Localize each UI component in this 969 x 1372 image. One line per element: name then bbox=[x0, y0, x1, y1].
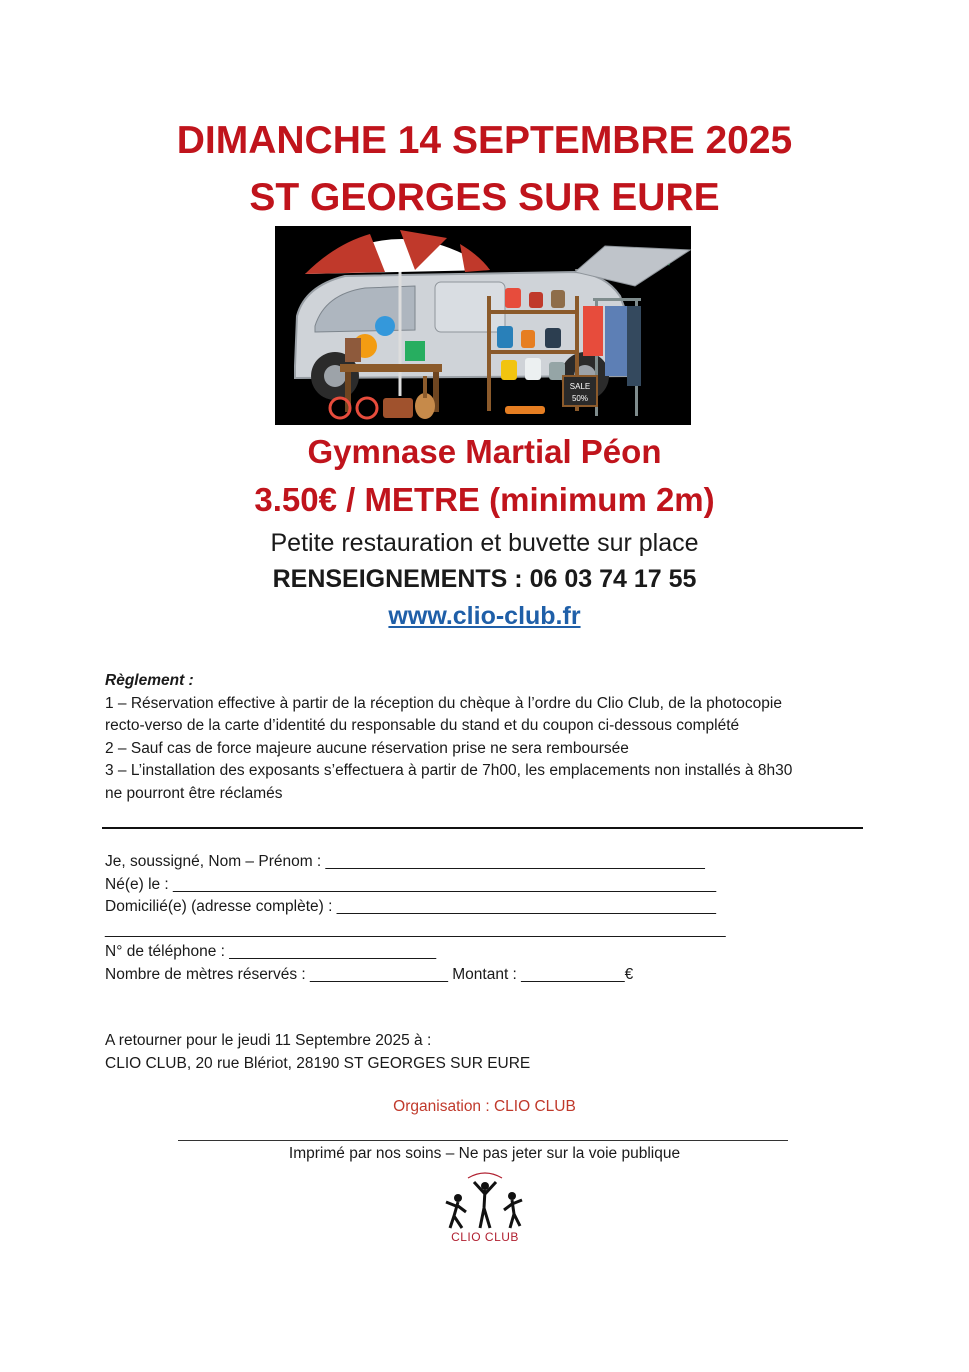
return-address bbox=[105, 1030, 530, 1075]
rules-title: Règlement : bbox=[105, 672, 194, 689]
rule-line: 3 – L’installation des exposants s’effectuera à partir de 7h00, les emplacements non installés à 8h30 bbox=[105, 762, 793, 779]
venue-name: Gymnase Martial Péon bbox=[307, 433, 662, 470]
event-date: DIMANCHE 14 SEPTEMBRE 2025 bbox=[176, 119, 793, 162]
registration-form bbox=[105, 851, 865, 986]
rule-line: ne pourront être réclamés bbox=[105, 784, 283, 802]
van-illustration-svg bbox=[275, 226, 691, 425]
price-per-metre: 3.50€ / METRE (minimum 2m) bbox=[254, 481, 715, 518]
food-info: Petite restauration et buvette sur place bbox=[270, 529, 699, 557]
dancers-icon bbox=[440, 1172, 530, 1232]
printed-notice: Imprimé par nos soins – Ne pas jeter sur la voie publique bbox=[288, 1145, 681, 1162]
return-deadline: A retourner pour le jeudi 11 Septembre 2025 à : bbox=[105, 1032, 432, 1049]
metres-amount-field-line[interactable]: Nombre de mètres réservés : ________________ Montant : ____________€ bbox=[105, 965, 634, 983]
logo-caption: CLIO CLUB bbox=[451, 1230, 519, 1244]
contact-info: RENSEIGNEMENTS : 06 03 74 17 55 bbox=[272, 565, 697, 593]
rules-section bbox=[105, 670, 865, 805]
event-town: ST GEORGES SUR EURE bbox=[249, 176, 720, 219]
section-divider bbox=[102, 827, 863, 829]
address-field-line[interactable]: Domicilié(e) (adresse complète) : ____________________________________________ bbox=[105, 898, 717, 915]
footer-rule bbox=[178, 1140, 788, 1141]
rule-line: 1 – Réservation effective à partir de la réception du chèque à l’ordre du Clio Club, de la photocopie bbox=[105, 694, 782, 712]
birthdate-field-line[interactable]: Né(e) le : _______________________________________________________________ bbox=[105, 875, 717, 893]
sale-sign-percent: 50% bbox=[571, 394, 589, 403]
address-continuation-line[interactable]: ________________________________________________________________________ bbox=[105, 920, 726, 938]
organisation-credit: Organisation : CLIO CLUB bbox=[393, 1098, 576, 1115]
name-field-line[interactable]: Je, soussigné, Nom – Prénom : ____________________________________________ bbox=[105, 853, 705, 870]
flea-market-illustration bbox=[275, 226, 691, 425]
sale-sign-text: SALE bbox=[569, 382, 591, 391]
return-postal-address: CLIO CLUB, 20 rue Blériot, 28190 ST GEORGES SUR EURE bbox=[105, 1054, 531, 1072]
rule-line: 2 – Sauf cas de force majeure aucune réservation prise ne sera remboursée bbox=[105, 739, 629, 757]
phone-field-line[interactable]: N° de téléphone : ________________________ bbox=[105, 943, 437, 960]
rule-line: recto-verso de la carte d’identité du responsable du stand et du coupon ci-dessous complété bbox=[105, 717, 740, 734]
website-link[interactable]: www.clio-club.fr bbox=[388, 602, 581, 630]
